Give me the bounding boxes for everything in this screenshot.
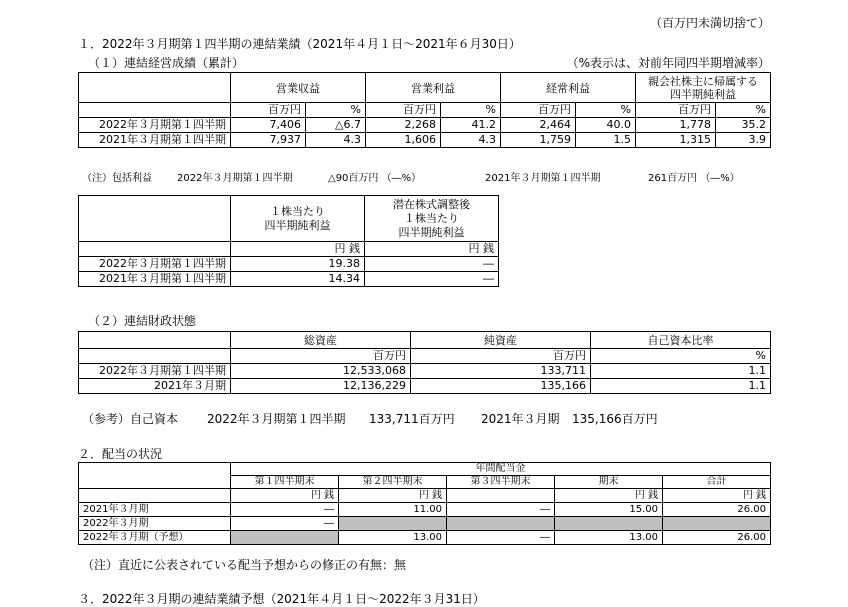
- unit-cell: 百万円: [231, 349, 411, 364]
- header-total: 合計: [663, 476, 771, 489]
- header-eps: １株当たり 四半期純利益: [231, 196, 365, 242]
- table-row: [79, 364, 771, 379]
- unit-cell: 円 銭: [663, 489, 771, 503]
- row-label: 2021年３月期: [79, 379, 231, 394]
- value-cell: ―: [231, 517, 339, 531]
- unit-cell: 円 銭: [365, 242, 499, 257]
- header-year-end: 期末: [555, 476, 663, 489]
- row-label: 2021年３月期第１四半期: [79, 272, 231, 287]
- row-label: 2022年３月期第１四半期: [79, 257, 231, 272]
- section-1-subtitle-results: （１）連結経営成績（累計）: [88, 56, 245, 70]
- value-cell: ―: [447, 531, 555, 545]
- financial-position-table: [78, 331, 771, 394]
- shaded-cell: [555, 517, 663, 531]
- value-cell: 11.00: [339, 503, 447, 517]
- value-cell: ―: [447, 503, 555, 517]
- comprehensive-income-value-1: △90百万円 （―%）: [328, 173, 422, 184]
- unit-cell: 円 銭: [231, 489, 339, 503]
- unit-cell: %: [306, 103, 366, 118]
- value-cell: 12,533,068: [231, 364, 411, 379]
- row-label: 2021年３月期第１四半期: [79, 133, 231, 148]
- equity-reference-value-2: 135,166百万円: [572, 412, 658, 426]
- value-cell: 26.00: [663, 503, 771, 517]
- dividend-table: [78, 462, 771, 545]
- table-row: [79, 531, 771, 545]
- section-1-title: １．2022年３月期第１四半期の連結業績（2021年４月１日～2021年６月30日）: [78, 37, 521, 51]
- row-label: 2022年３月期: [79, 517, 231, 531]
- comprehensive-income-period-2: 2021年３月期第１四半期: [485, 173, 601, 184]
- table-row: [79, 118, 771, 133]
- value-cell: 12,136,229: [231, 379, 411, 394]
- unit-cell: 百万円: [636, 103, 716, 118]
- value-cell: 13.00: [339, 531, 447, 545]
- operating-results-table: [78, 72, 771, 148]
- unit-cell: 円 銭: [555, 489, 663, 503]
- dividend-note: （注）直近に公表されている配当予想からの修正の有無：無: [82, 558, 407, 572]
- unit-note: （百万円未満切捨て）: [649, 16, 770, 30]
- shaded-cell: [447, 517, 555, 531]
- section-1-subtitle-financial: （２）連結財政状態: [88, 314, 197, 328]
- value-cell: 26.00: [663, 531, 771, 545]
- value-cell: ―: [365, 272, 499, 287]
- section-3-title: ３．2022年３月期の連結業績予想（2021年４月１日～2022年３月31日）: [78, 592, 485, 606]
- row-label: 2022年３月期（予想）: [79, 531, 231, 545]
- unit-cell: %: [441, 103, 501, 118]
- table-row: [79, 517, 771, 531]
- shaded-cell: [663, 517, 771, 531]
- unit-cell: 円 銭: [339, 489, 447, 503]
- header-operating-revenue: 営業収益: [231, 73, 366, 103]
- header-operating-income: 営業利益: [366, 73, 501, 103]
- shaded-cell: [231, 531, 339, 545]
- equity-reference-period-1: 2022年３月期第１四半期: [207, 412, 346, 426]
- table-row: [79, 133, 771, 148]
- header-net-assets: 純資産: [411, 332, 591, 349]
- value-cell: 14.34: [231, 272, 365, 287]
- table-row: [79, 379, 771, 394]
- unit-cell: 百万円: [231, 103, 306, 118]
- row-label: 2021年３月期: [79, 503, 231, 517]
- value-cell: 1,315: [636, 133, 716, 148]
- table-row: [79, 272, 499, 287]
- comprehensive-income-value-2: 261百万円 （―%）: [648, 173, 740, 184]
- value-cell: 7,937: [231, 133, 306, 148]
- value-cell: 1.1: [591, 379, 771, 394]
- unit-cell: %: [591, 349, 771, 364]
- comprehensive-income-period-1: 2022年３月期第１四半期: [177, 173, 293, 184]
- header-ordinary-income: 経常利益: [501, 73, 636, 103]
- eps-table: [78, 195, 499, 287]
- value-cell: ―: [231, 503, 339, 517]
- header-q2-end: 第２四半期末: [339, 476, 447, 489]
- value-cell: 1,759: [501, 133, 576, 148]
- equity-reference-label: （参考）自己資本: [82, 412, 179, 426]
- header-q3-end: 第３四半期末: [447, 476, 555, 489]
- unit-cell: 百万円: [366, 103, 441, 118]
- corner-cell: [79, 73, 231, 103]
- equity-reference-value-1: 133,711百万円: [369, 412, 455, 426]
- value-cell: ―: [365, 257, 499, 272]
- unit-cell: 百万円: [411, 349, 591, 364]
- value-cell: 13.00: [555, 531, 663, 545]
- header-total-assets: 総資産: [231, 332, 411, 349]
- value-cell: 19.38: [231, 257, 365, 272]
- value-cell: 4.3: [441, 133, 501, 148]
- unit-cell: %: [576, 103, 636, 118]
- value-cell: 1.1: [591, 364, 771, 379]
- value-cell: 2,464: [501, 118, 576, 133]
- value-cell: 2,268: [366, 118, 441, 133]
- row-label: 2022年３月期第１四半期: [79, 364, 231, 379]
- value-cell: 35.2: [716, 118, 771, 133]
- header-annual-dividend: 年間配当金: [231, 463, 771, 476]
- shaded-cell: [339, 517, 447, 531]
- value-cell: 40.0: [576, 118, 636, 133]
- row-label: 2022年３月期第１四半期: [79, 118, 231, 133]
- value-cell: 133,711: [411, 364, 591, 379]
- header-q1-end: 第１四半期末: [231, 476, 339, 489]
- header-diluted-eps: 潜在株式調整後 １株当たり 四半期純利益: [365, 196, 499, 242]
- percent-note: （%表示は、対前年同四半期増減率）: [566, 56, 770, 70]
- equity-reference-period-2: 2021年３月期: [481, 412, 560, 426]
- value-cell: 135,166: [411, 379, 591, 394]
- section-2-title: ２．配当の状況: [78, 447, 163, 461]
- unit-cell: %: [716, 103, 771, 118]
- header-equity-ratio: 自己資本比率: [591, 332, 771, 349]
- unit-cell: 百万円: [501, 103, 576, 118]
- value-cell: 1,778: [636, 118, 716, 133]
- value-cell: 1,606: [366, 133, 441, 148]
- value-cell: △6.7: [306, 118, 366, 133]
- table-row: [79, 503, 771, 517]
- value-cell: 41.2: [441, 118, 501, 133]
- value-cell: 3.9: [716, 133, 771, 148]
- table-row: [79, 257, 499, 272]
- comprehensive-income-label: （注）包括利益: [82, 173, 152, 184]
- value-cell: 4.3: [306, 133, 366, 148]
- value-cell: 7,406: [231, 118, 306, 133]
- value-cell: 15.00: [555, 503, 663, 517]
- unit-cell: 円 銭: [231, 242, 365, 257]
- header-net-income: 親会社株主に帰属する 四半期純利益: [636, 73, 771, 103]
- value-cell: 1.5: [576, 133, 636, 148]
